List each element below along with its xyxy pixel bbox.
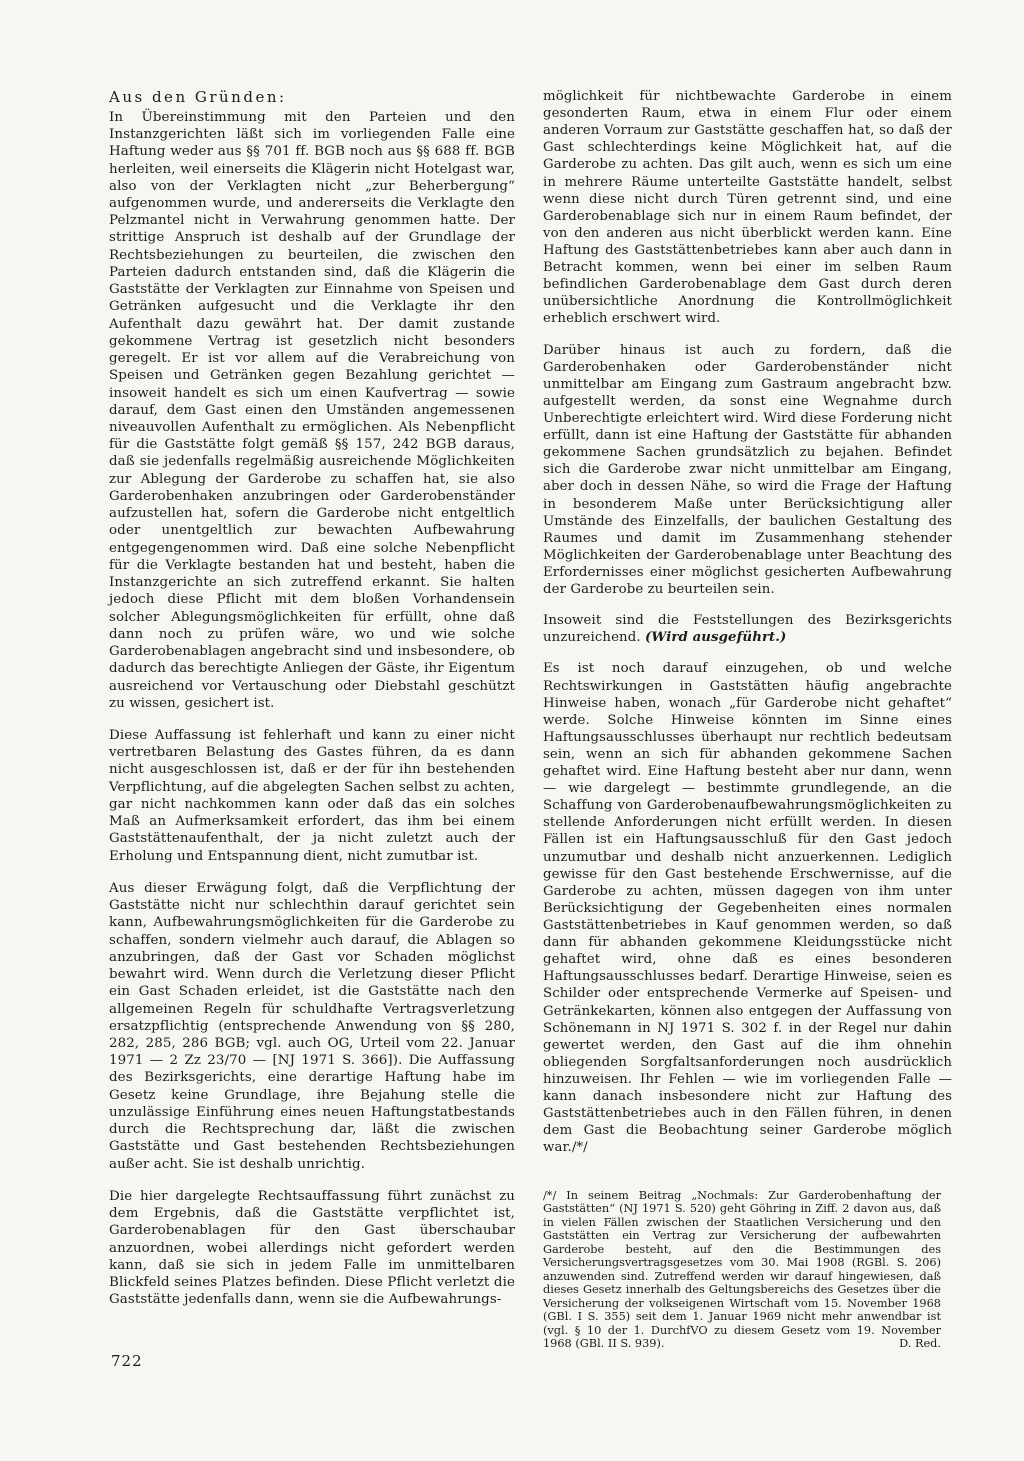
omission-note: (Wird ausgeführt.) bbox=[645, 630, 787, 646]
left-column bbox=[109, 88, 515, 1324]
footnote-text: /*/ In seinem Beitrag „Nochmals: Zur Garderobenhaftung der Gaststätten“ (NJ 1971 S. 520) geht Göhring in Ziff. 2 davon aus, daß in vielen Fällen zwischen der Staatlichen Versicherung und den Gaststätten ein Vertrag zur Versicherung der aufbewahrten Garderobe besteht, auf den die Bestimmungen des Versicherungsvertragsgesetzes vom 30. Mai 1908 (RGBl. S. 206) anzuwenden sind. Zutreffend werden wir darauf hingewiesen, daß dieses Gesetz innerhalb des Geltungsbereichs des Gesetzes über die Versicherung der volkseigenen Wirtschaft vom 15. November 1968 (GBl. I S. 355) seit dem 1. Januar 1969 nicht mehr anwendbar ist (vgl. § 10 der 1. DurchfVO zu diesem Gesetz vom 19. November 1968 (GBl. II S. 939). bbox=[543, 1189, 941, 1351]
right-column bbox=[543, 88, 952, 1171]
paragraph: Darüber hinaus ist auch zu fordern, daß die Garderobenhaken oder Garderobenständer nicht unmittelbar am Eingang zum Gastraum angebracht bzw. aufgestellt werden, da sonst eine Wegnahme durch Unberechtigte erleichtert wird. Wird diese Forderung nicht erfüllt, dann ist eine Haftung der Gaststätte für abhanden gekommene Sachen grundsätzlich zu bejahen. Befindet sich die Garderobe zwar nicht unmittelbar am Eingang, aber doch in dessen Nähe, so wird die Frage der Haftung in besonderem Maße unter Berücksichtigung aller Umstände des Einzelfalls, der baulichen Gestaltung des Raumes und damit im Zusammenhang stehender Möglichkeiten der Garderobenablage unter Beachtung des Erfordernisses einer möglichst gesicherten Aufbewahrung der Garderobe zu beurteilen sein. bbox=[543, 342, 952, 598]
paragraph: möglichkeit für nichtbewachte Garderobe in einem gesonderten Raum, etwa in einem Flur oder einem anderen Vorraum zur Gaststätte geschaffen hat, so daß der Gast schlechterdings keine Möglichkeit hat, auf die Garderobe zu achten. Das gilt auch, wenn es sich um eine in mehrere Räume unterteilte Gaststätte handelt, selbst wenn diese nicht durch Türen getrennt sind, und eine Garderobenablage sich nur in einem Raum befindet, der von den anderen aus nicht überblickt werden kann. Eine Haftung des Gaststättenbetriebes kann aber auch dann in Betracht kommen, wenn bei einer im selben Raum befindlichen Garderobenablage dem Gast durch deren unübersichtliche Anordnung die Kontrollmöglichkeit erheblich erschwert wird. bbox=[543, 89, 952, 327]
paragraph: In Übereinstimmung mit den Parteien und den Instanzgerichten läßt sich im vorliegenden Falle eine Haftung weder aus §§ 701 ff. BGB noch aus §§ 688 ff. BGB herleiten, weil einerseits die Klägerin nicht Hotelgast war, also von der Verklagten nicht „zur Beherbergung“ aufgenommen wurde, und andererseits die Verklagte den Pelzmantel nicht in Verwahrung genommen hatte. Der strittige Anspruch ist deshalb auf der Grundlage der Rechtsbeziehungen zu beurteilen, die zwischen den Parteien dadurch entstanden sind, daß die Klägerin die Gaststätte der Verklagten zur Einnahme von Speisen und Getränken aufgesucht und die Verklagte ihr den Aufenthalt dazu gewährt hat. Der damit zustande gekommene Vertrag ist gesetzlich nicht besonders geregelt. Er ist vor allem auf die Verabreichung von Speisen und Getränken gegen Bezahlung gerichtet — insoweit handelt es sich um einen Kaufvertrag — sowie darauf, dem Gast einen den Umständen angemessenen niveauvollen Aufenthalt zu ermöglichen. Als Nebenpflicht für die Gaststätte folgt gemäß §§ 157, 242 BGB daraus, daß sie jedenfalls regelmäßig ausreichende Möglichkeiten zur Ablegung der Garderobe zu schaffen hat, sie also Garderobenhaken anzubringen oder Garderobenständer aufzustellen hat, sofern die Garderobe nicht entgeltlich oder unentgeltlich zur bewachten Aufbewahrung entgegengenommen wird. Daß eine solche Nebenpflicht für die Verklagte bestanden hat und besteht, haben die Instanzgerichte an sich zutreffend erkannt. Sie halten jedoch diese Pflicht mit dem bloßen Vorhandensein solcher Ablegungsmöglichkeiten für erfüllt, ohne daß dann noch zu prüfen wäre, wo und wie solche Garderobenablagen angebracht sind und insbesondere, ob dadurch das berechtigte Anliegen der Gäste, ihr Eigentum ausreichend vor Vertauschung oder Diebstahl geschützt zu wissen, gesichert ist. bbox=[109, 109, 515, 711]
page-number: 722 bbox=[111, 1352, 143, 1370]
footnote-signature: D. Red. bbox=[899, 1337, 941, 1351]
paragraph: Die hier dargelegte Rechtsauffassung führt zunächst zu dem Ergebnis, daß die Gaststätte verpflichtet ist, Garderobenablagen für den Gast überschaubar anzuordnen, wobei allerdings nicht gefordert werden kann, daß sie sich in jedem Falle im unmittelbaren Blickfeld seines Platzes befinden. Diese Pflicht verletzt die Gaststätte jedenfalls dann, wenn sie die Aufbewahrungs- bbox=[109, 1188, 515, 1308]
paragraph: Aus dieser Erwägung folgt, daß die Verpflichtung der Gaststätte nicht nur schlechthin darauf gerichtet sein kann, Aufbewahrungsmöglichkeiten für die Garderobe zu schaffen, sondern vielmehr auch darauf, die Ablagen so anzubringen, daß der Gast vor Schaden möglichst bewahrt wird. Wenn durch die Verletzung dieser Pflicht ein Gast Schaden erleidet, ist die Gaststätte nach den allgemeinen Regeln für schuldhafte Vertragsverletzung ersatzpflichtig (entsprechende Anwendung von §§ 280, 282, 285, 286 BGB; vgl. auch OG, Urteil vom 22. Januar 1971 — 2 Zz 23/70 — [NJ 1971 S. 366]). Die Auffassung des Bezirksgerichts, eine derartige Haftung habe im Gesetz keine Grundlage, ihre Bejahung stelle die unzulässige Einführung eines neuen Haftungstatbestands durch die Rechtsprechung dar, läßt die zwischen Gaststätte und Gast bestehenden Rechtsbeziehungen außer acht. Sie ist deshalb unrichtig. bbox=[109, 880, 515, 1172]
footnote bbox=[543, 1189, 941, 1351]
paragraph-text: Insoweit sind die Feststellungen des Bezirksgerichts unzureichend. bbox=[543, 613, 952, 646]
paragraph: Es ist noch darauf einzugehen, ob und welche Rechtswirkungen in Gaststätten häufig angebrachte Hinweise haben, wonach „für Garderobe nicht gehaftet“ werde. Solche Hinweise könnten im Sinne eines Haftungsausschlusses überhaupt nur rechtlich bedeutsam sein, wenn an sich für abhanden gekommene Sachen gehaftet wird. Eine Haftung besteht aber nur dann, wenn — wie dargelegt — bestimmte grundlegende, an die Schaffung von Garderobenaufbewahrungsmöglichkeiten zu stellende Anforderungen nicht erfüllt werden. In diesen Fällen ist ein Haftungsausschluß für den Gast jedoch unzumutbar und deshalb nicht anzuerkennen. Lediglich gewisse für den Gast bestehende Erschwernisse, auf die Garderobe zu achten, müssen dagegen von ihm unter Berücksichtigung der Gegebenheiten eines normalen Gaststättenbetriebes in Kauf genommen werden, so daß dann für abhanden gekommene Kleidungsstücke nicht gehaftet wird, ohne daß es eines besonderen Haftungsausschlusses bedarf. Derartige Hinweise, seien es Schilder oder entsprechende Vermerke auf Speisen- und Getränkekarten, können also entgegen der Auffassung von Schönemann in NJ 1971 S. 302 f. in der Regel nur dahin gewertet werden, den Gast auf die ihm ohnehin obliegenden Sorgfaltsanforderungen noch ausdrücklich hinzuweisen. Ihr Fehlen — wie im vorliegenden Falle — kann danach insbesondere nicht zur Haftung des Gaststättenbetriebes auch in den Fällen führen, in denen dem Gast die Beobachtung seiner Garderobe möglich war./*/ bbox=[543, 661, 952, 1156]
section-heading: Aus den Gründen: bbox=[109, 88, 287, 106]
paragraph: Diese Auffassung ist fehlerhaft und kann zu einer nicht vertretbaren Belastung des Gastes führen, da es dann nicht ausgeschlossen ist, daß er der für ihn bestehenden Verpflichtung, auf die abgelegten Sachen selbst zu achten, gar nicht nachkommen kann oder daß das ein solches Maß an Aufmerksamkeit erfordert, das ihm bei einem Gaststättenaufenthalt, der ja nicht zuletzt auch der Erholung und Entspannung dient, nicht zumutbar ist. bbox=[109, 728, 515, 864]
paragraph bbox=[543, 612, 952, 646]
